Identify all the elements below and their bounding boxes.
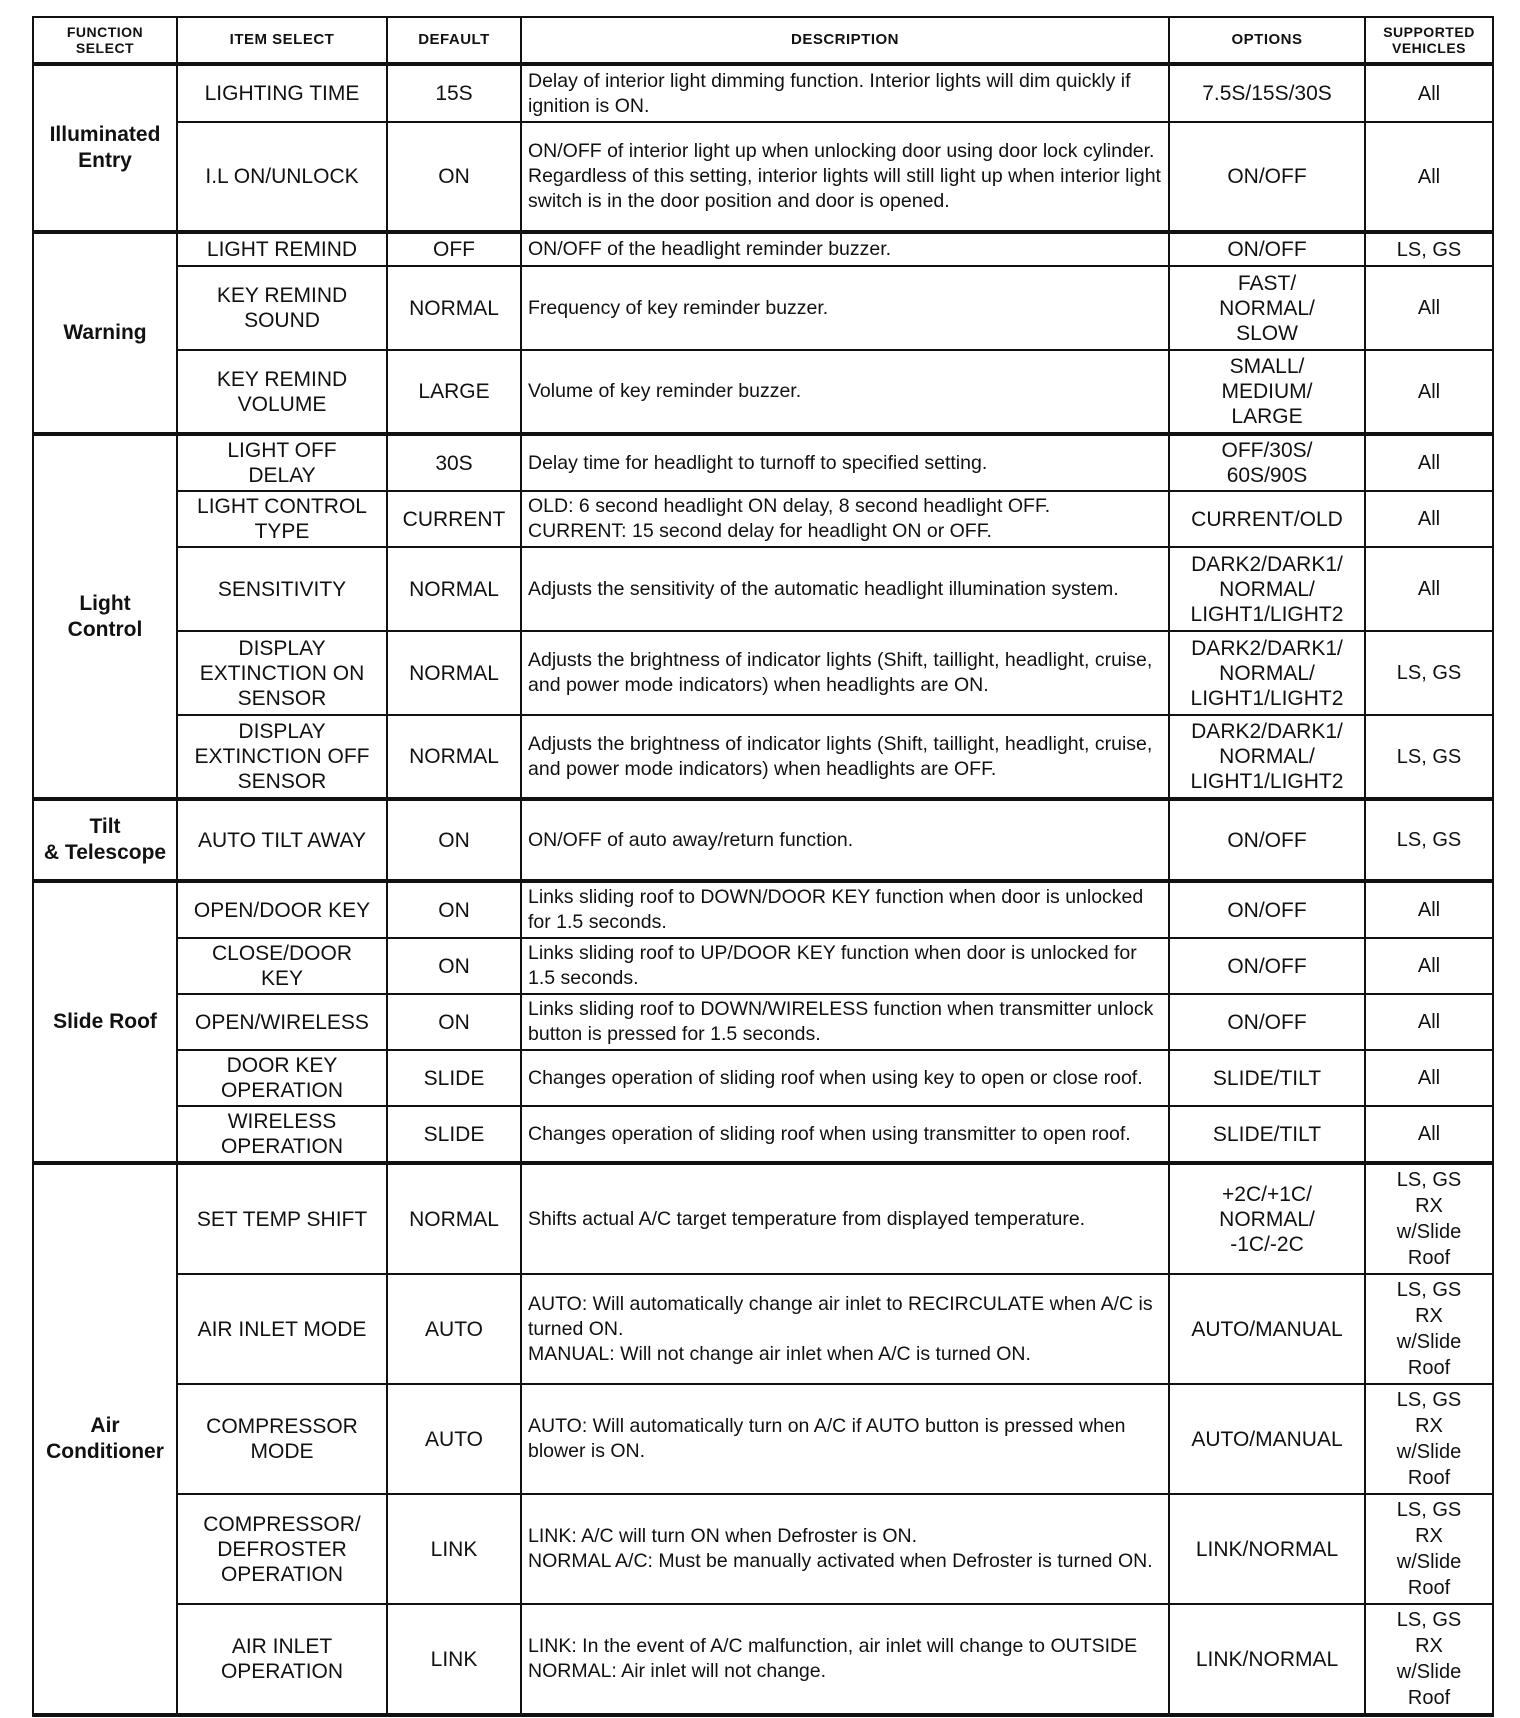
header-description: DESCRIPTION: [521, 17, 1169, 64]
description-cell: Adjusts the brightness of indicator lights (Shift, taillight, headlight, cruise, and power mode indicators) when headlights are ON.: [521, 631, 1169, 715]
default-cell: 30S: [387, 434, 521, 491]
header-options: OPTIONS: [1169, 17, 1365, 64]
group-slide-roof: [33, 881, 1493, 1163]
header-supported-vehicles: SUPPORTED VEHICLES: [1365, 17, 1493, 64]
table-row: [33, 631, 1493, 715]
table-row: [33, 715, 1493, 799]
item-cell: OPEN/WIRELESS: [177, 994, 387, 1050]
default-cell: AUTO: [387, 1384, 521, 1494]
item-cell: LIGHT CONTROL TYPE: [177, 491, 387, 547]
vehicles-cell: All: [1365, 64, 1493, 122]
table-row: [33, 1384, 1493, 1494]
options-cell: FAST/ NORMAL/ SLOW: [1169, 266, 1365, 350]
options-cell: SMALL/ MEDIUM/ LARGE: [1169, 350, 1365, 434]
vehicles-cell: All: [1365, 266, 1493, 350]
default-cell: ON: [387, 994, 521, 1050]
default-cell: SLIDE: [387, 1106, 521, 1163]
description-cell: AUTO: Will automatically turn on A/C if AUTO button is pressed when blower is ON.: [521, 1384, 1169, 1494]
options-cell: 7.5S/15S/30S: [1169, 64, 1365, 122]
description-cell: AUTO: Will automatically change air inlet to RECIRCULATE when A/C is turned ON. MANUAL: Will not change air inlet when A/C is turned ON.: [521, 1274, 1169, 1384]
options-cell: ON/OFF: [1169, 994, 1365, 1050]
item-cell: COMPRESSOR/ DEFROSTER OPERATION: [177, 1494, 387, 1604]
options-cell: DARK2/DARK1/ NORMAL/ LIGHT1/LIGHT2: [1169, 715, 1365, 799]
item-cell: LIGHTING TIME: [177, 64, 387, 122]
group-warning: [33, 232, 1493, 434]
default-cell: SLIDE: [387, 1050, 521, 1106]
table-header: [33, 17, 1493, 64]
item-cell: KEY REMIND VOLUME: [177, 350, 387, 434]
function-group-label: Air Conditioner: [33, 1163, 177, 1715]
table-row: [33, 1050, 1493, 1106]
item-cell: SET TEMP SHIFT: [177, 1163, 387, 1274]
item-cell: DISPLAY EXTINCTION ON SENSOR: [177, 631, 387, 715]
options-cell: AUTO/MANUAL: [1169, 1384, 1365, 1494]
default-cell: AUTO: [387, 1274, 521, 1384]
vehicles-cell: LS, GS: [1365, 799, 1493, 881]
vehicles-cell: LS, GS RX w/Slide Roof: [1365, 1604, 1493, 1715]
item-cell: LIGHT REMIND: [177, 232, 387, 266]
options-cell: ON/OFF: [1169, 881, 1365, 938]
item-cell: I.L ON/UNLOCK: [177, 122, 387, 232]
function-group-label: Warning: [33, 232, 177, 434]
default-cell: ON: [387, 881, 521, 938]
default-cell: OFF: [387, 232, 521, 266]
vehicles-cell: All: [1365, 350, 1493, 434]
options-cell: SLIDE/TILT: [1169, 1106, 1365, 1163]
header-row: [33, 17, 1493, 64]
vehicles-cell: LS, GS: [1365, 631, 1493, 715]
options-cell: ON/OFF: [1169, 799, 1365, 881]
vehicles-cell: All: [1365, 1050, 1493, 1106]
vehicles-cell: LS, GS: [1365, 232, 1493, 266]
vehicles-cell: LS, GS RX w/Slide Roof: [1365, 1163, 1493, 1274]
table-row: [33, 1604, 1493, 1715]
table-row: [33, 938, 1493, 994]
header-function-select: FUNCTION SELECT: [33, 17, 177, 64]
table-row: [33, 994, 1493, 1050]
table-row: [33, 1106, 1493, 1163]
group-tilt-telescope: [33, 799, 1493, 881]
options-cell: +2C/+1C/ NORMAL/ -1C/-2C: [1169, 1163, 1365, 1274]
options-cell: DARK2/DARK1/ NORMAL/ LIGHT1/LIGHT2: [1169, 547, 1365, 631]
default-cell: NORMAL: [387, 715, 521, 799]
description-cell: LINK: In the event of A/C malfunction, air inlet will change to OUTSIDE NORMAL: Air inlet will not change.: [521, 1604, 1169, 1715]
vehicles-cell: All: [1365, 434, 1493, 491]
description-cell: Delay of interior light dimming function. Interior lights will dim quickly if ignition is ON.: [521, 64, 1169, 122]
description-cell: Changes operation of sliding roof when using key to open or close roof.: [521, 1050, 1169, 1106]
default-cell: NORMAL: [387, 631, 521, 715]
vehicles-cell: All: [1365, 1106, 1493, 1163]
default-cell: NORMAL: [387, 1163, 521, 1274]
function-group-label: Slide Roof: [33, 881, 177, 1163]
default-cell: LARGE: [387, 350, 521, 434]
item-cell: WIRELESS OPERATION: [177, 1106, 387, 1163]
description-cell: Changes operation of sliding roof when using transmitter to open roof.: [521, 1106, 1169, 1163]
item-cell: LIGHT OFF DELAY: [177, 434, 387, 491]
default-cell: ON: [387, 938, 521, 994]
table-row: [33, 1163, 1493, 1274]
item-cell: AUTO TILT AWAY: [177, 799, 387, 881]
description-cell: Shifts actual A/C target temperature from displayed temperature.: [521, 1163, 1169, 1274]
item-cell: DISPLAY EXTINCTION OFF SENSOR: [177, 715, 387, 799]
vehicles-cell: LS, GS: [1365, 715, 1493, 799]
item-cell: OPEN/DOOR KEY: [177, 881, 387, 938]
function-group-label: Illuminated Entry: [33, 64, 177, 232]
table-row: [33, 350, 1493, 434]
description-cell: ON/OFF of auto away/return function.: [521, 799, 1169, 881]
vehicles-cell: LS, GS RX w/Slide Roof: [1365, 1494, 1493, 1604]
options-cell: AUTO/MANUAL: [1169, 1274, 1365, 1384]
table-row: [33, 122, 1493, 232]
options-cell: ON/OFF: [1169, 122, 1365, 232]
vehicles-cell: All: [1365, 547, 1493, 631]
description-cell: Frequency of key reminder buzzer.: [521, 266, 1169, 350]
item-cell: CLOSE/DOOR KEY: [177, 938, 387, 994]
header-default: DEFAULT: [387, 17, 521, 64]
customization-table: [32, 16, 1494, 1717]
options-cell: LINK/NORMAL: [1169, 1604, 1365, 1715]
description-cell: Links sliding roof to UP/DOOR KEY function when door is unlocked for 1.5 seconds.: [521, 938, 1169, 994]
table-row: [33, 799, 1493, 881]
item-cell: AIR INLET MODE: [177, 1274, 387, 1384]
table-row: [33, 64, 1493, 122]
options-cell: ON/OFF: [1169, 938, 1365, 994]
vehicles-cell: All: [1365, 881, 1493, 938]
item-cell: DOOR KEY OPERATION: [177, 1050, 387, 1106]
description-cell: ON/OFF of interior light up when unlocking door using door lock cylinder. Regardless of this setting, interior lights will still light up when interior light switch is in the door position and door is opened.: [521, 122, 1169, 232]
table-row: [33, 1494, 1493, 1604]
options-cell: OFF/30S/ 60S/90S: [1169, 434, 1365, 491]
description-cell: Adjusts the brightness of indicator lights (Shift, taillight, headlight, cruise, and power mode indicators) when headlights are OFF.: [521, 715, 1169, 799]
table-row: [33, 232, 1493, 266]
description-cell: Adjusts the sensitivity of the automatic headlight illumination system.: [521, 547, 1169, 631]
vehicles-cell: LS, GS RX w/Slide Roof: [1365, 1274, 1493, 1384]
table-row: [33, 1274, 1493, 1384]
options-cell: LINK/NORMAL: [1169, 1494, 1365, 1604]
default-cell: 15S: [387, 64, 521, 122]
vehicles-cell: All: [1365, 122, 1493, 232]
description-cell: OLD: 6 second headlight ON delay, 8 second headlight OFF. CURRENT: 15 second delay for headlight ON or OFF.: [521, 491, 1169, 547]
vehicles-cell: All: [1365, 491, 1493, 547]
description-cell: ON/OFF of the headlight reminder buzzer.: [521, 232, 1169, 266]
default-cell: LINK: [387, 1494, 521, 1604]
options-cell: ON/OFF: [1169, 232, 1365, 266]
description-cell: LINK: A/C will turn ON when Defroster is ON. NORMAL A/C: Must be manually activated when Defroster is turned ON.: [521, 1494, 1169, 1604]
table-row: [33, 491, 1493, 547]
description-cell: Delay time for headlight to turnoff to specified setting.: [521, 434, 1169, 491]
vehicles-cell: LS, GS RX w/Slide Roof: [1365, 1384, 1493, 1494]
description-cell: Volume of key reminder buzzer.: [521, 350, 1169, 434]
vehicles-cell: All: [1365, 938, 1493, 994]
default-cell: LINK: [387, 1604, 521, 1715]
table-row: [33, 434, 1493, 491]
vehicles-cell: All: [1365, 994, 1493, 1050]
options-cell: SLIDE/TILT: [1169, 1050, 1365, 1106]
item-cell: KEY REMIND SOUND: [177, 266, 387, 350]
table-row: [33, 266, 1493, 350]
options-cell: DARK2/DARK1/ NORMAL/ LIGHT1/LIGHT2: [1169, 631, 1365, 715]
default-cell: CURRENT: [387, 491, 521, 547]
group-air-conditioner: [33, 1163, 1493, 1715]
table-row: [33, 881, 1493, 938]
header-item-select: ITEM SELECT: [177, 17, 387, 64]
default-cell: NORMAL: [387, 547, 521, 631]
default-cell: NORMAL: [387, 266, 521, 350]
default-cell: ON: [387, 122, 521, 232]
options-cell: CURRENT/OLD: [1169, 491, 1365, 547]
item-cell: SENSITIVITY: [177, 547, 387, 631]
group-illuminated-entry: [33, 64, 1493, 232]
group-light-control: [33, 434, 1493, 799]
function-group-label: Tilt & Telescope: [33, 799, 177, 881]
description-cell: Links sliding roof to DOWN/WIRELESS function when transmitter unlock button is pressed for 1.5 seconds.: [521, 994, 1169, 1050]
table-row: [33, 547, 1493, 631]
item-cell: COMPRESSOR MODE: [177, 1384, 387, 1494]
function-group-label: Light Control: [33, 434, 177, 799]
item-cell: AIR INLET OPERATION: [177, 1604, 387, 1715]
description-cell: Links sliding roof to DOWN/DOOR KEY function when door is unlocked for 1.5 seconds.: [521, 881, 1169, 938]
default-cell: ON: [387, 799, 521, 881]
